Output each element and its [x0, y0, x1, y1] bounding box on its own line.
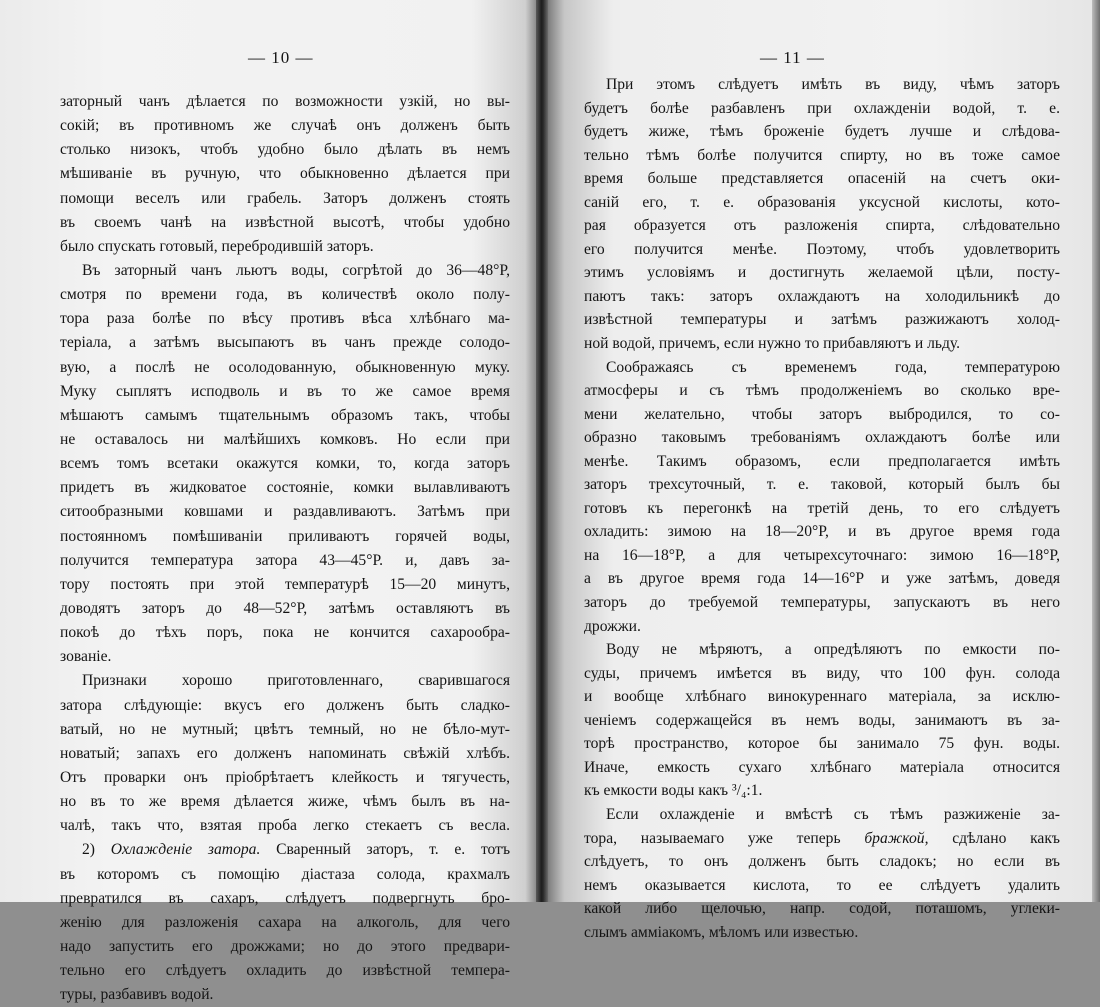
text-run: Воду не мѣряютъ, а опредѣляютъ по емкости по- — [606, 641, 1060, 659]
text-line — [60, 838, 510, 862]
text-run: заторъ трехсуточный, т. е. таковой, который былъ бы — [584, 476, 1060, 494]
text-line — [60, 211, 510, 235]
text-run: готовъ къ перегонкѣ на третій день, то его слѣдуетъ — [584, 499, 1060, 517]
text-line — [584, 756, 1060, 780]
text-line — [584, 426, 1060, 450]
text-run: въ своемъ чанѣ на извѣстной высотѣ, чтобы удобно — [60, 213, 510, 231]
text-line — [584, 473, 1060, 497]
text-line — [60, 259, 510, 283]
text-line — [584, 615, 1060, 639]
text-run: мени желательно, чтобы заторъ выбродился, то со- — [584, 405, 1060, 423]
text-run: Отъ проварки онъ пріобрѣтаетъ клейкость и тягучесть, — [60, 768, 510, 786]
text-run: его получится менѣе. Поэтому, чтобъ удовлетворить — [584, 240, 1060, 258]
text-line — [60, 331, 510, 355]
text-line — [60, 138, 510, 162]
text-line — [584, 356, 1060, 380]
text-run: на 16—18°Р, а для четырехсуточнаго: зимою 16—18°Р, — [584, 546, 1060, 564]
right-page — [548, 0, 1092, 941]
text-line — [584, 850, 1060, 874]
text-run: постоянномъ помѣшиваніи приливаютъ горячей воды, — [60, 527, 510, 545]
text-run: ной водой, причемъ, если нужно то прибавляютъ и льду. — [584, 335, 961, 353]
text-run: Соображаясь съ временемъ года, температурою — [606, 358, 1060, 376]
text-run: смотря по времени года, въ количествѣ около полу- — [60, 286, 510, 304]
text-line — [584, 403, 1060, 427]
text-run: сокій; въ противномъ же случаѣ онъ долженъ быть — [60, 117, 510, 135]
text-run: ватый, но не мутный; цвѣтъ темный, но не бѣло-мут- — [60, 720, 510, 738]
text-run: и вообще хлѣбнаго винокуреннаго матеріала, за исклю- — [584, 688, 1060, 706]
text-line — [60, 380, 510, 404]
text-run: саній его, т. е. образованія уксусной кислоты, кото- — [584, 193, 1060, 211]
page-number: — 10 — — [248, 48, 314, 67]
text-run: менѣе. Такимъ образомъ, если предполагается имѣть — [584, 452, 1060, 470]
text-line — [584, 191, 1060, 215]
text-run: мѣшаютъ самымъ тщательнымъ образомъ такъ, чтобы — [60, 406, 510, 424]
text-line — [584, 685, 1060, 709]
text-line — [60, 404, 510, 428]
page-text — [584, 73, 1060, 944]
text-line — [584, 732, 1060, 756]
text-line — [584, 261, 1060, 285]
italic-term: Охлажденіе затора. — [110, 841, 261, 859]
text-run: ситообразными ковшами и раздавливаютъ. Затѣмъ при — [60, 503, 510, 521]
text-line — [584, 308, 1060, 332]
text-line — [60, 621, 510, 645]
text-line — [60, 307, 510, 331]
text-line — [60, 549, 510, 573]
text-line — [584, 520, 1060, 544]
text-run: заторный чанъ дѣлается по возможности узкій, но вы- — [60, 93, 510, 110]
text-line — [60, 500, 510, 524]
text-line — [584, 379, 1060, 403]
text-run: заторъ до требуемой температуры, запускаютъ въ него — [584, 594, 1060, 612]
text-line — [60, 766, 510, 790]
text-run: тору постоять при этой температурѣ 15—20 минутъ, — [60, 575, 510, 593]
text-line — [60, 597, 510, 621]
text-run: получится температура затора 43—45°Р. и, давъ за- — [60, 551, 510, 569]
text-line — [60, 356, 510, 380]
text-run: доводятъ заторъ до 48—52°Р, затѣмъ оставляютъ въ — [60, 599, 510, 617]
text-line — [60, 694, 510, 718]
text-run: всемъ томъ всетаки окажутся комки, то, когда заторъ — [60, 455, 510, 473]
text-line — [584, 779, 1060, 803]
text-run: Въ заторный чанъ льютъ воды, согрѣтой до 36—48°Р, — [82, 261, 510, 279]
text-run: Сваренный заторъ, т. е. тотъ — [260, 841, 511, 859]
text-run: тора, называемаго уже теперь — [584, 829, 865, 847]
text-line — [584, 874, 1060, 898]
book-gutter — [536, 0, 548, 902]
text-run: новатый; запахъ его долженъ напоминать свѣжій хлѣбъ. — [60, 744, 510, 762]
text-run: къ емкости воды какъ ³/₄:1. — [584, 782, 763, 800]
text-line — [60, 452, 510, 476]
text-run: придетъ въ жидковатое состояніе, комки вылавливаютъ — [60, 479, 510, 497]
page-text — [60, 90, 510, 1007]
italic-term: бражкой, — [864, 829, 929, 847]
text-line — [60, 645, 510, 669]
text-run: туры, разбавивъ водой. — [60, 986, 214, 1004]
text-line — [584, 214, 1060, 238]
text-line — [60, 525, 510, 549]
text-run: немъ оказывается кислота, то ее слѣдуетъ удалить — [584, 876, 1060, 894]
text-run: но въ то же время дѣлается жиже, чѣмъ былъ въ на- — [60, 793, 510, 811]
text-line — [584, 921, 1060, 945]
page-number: — 11 — — [760, 48, 825, 67]
text-line — [60, 863, 510, 887]
text-line — [60, 162, 510, 186]
text-run: будетъ жиже, тѣмъ броженіе будетъ лучше и слѣдова- — [584, 123, 1060, 141]
text-run: тельно его слѣдуетъ охладить до извѣстной темпера- — [60, 962, 510, 980]
text-run: сдѣлано какъ — [928, 829, 1060, 847]
text-run: охладить: зимою на 18—20°Р, и въ другое время года — [584, 523, 1060, 541]
text-line — [60, 114, 510, 138]
text-line — [60, 283, 510, 307]
text-run: надо запустить его дрожжами; но до этого предвари- — [60, 937, 510, 955]
text-run: тельно тѣмъ болѣе получится спирту, но въ тоже самое — [584, 146, 1060, 164]
text-run: слымъ аммiакомъ, мѣломъ или известью. — [584, 923, 859, 941]
text-run: атмосферы и съ тѣмъ продолженіемъ во сколько вре- — [584, 382, 1060, 400]
text-run: рая образуется отъ разложенія спирта, слѣдовательно — [584, 217, 1060, 235]
text-line — [60, 90, 510, 114]
text-run: слѣдуетъ, то онъ долженъ быть сладокъ; но если въ — [584, 853, 1060, 871]
text-run: будетъ болѣе разбавленъ при охлажденіи водой, т. е. — [584, 99, 1060, 117]
text-line — [584, 332, 1060, 356]
text-line — [584, 450, 1060, 474]
page-edge — [1092, 0, 1100, 902]
text-line — [60, 235, 510, 259]
text-run: вую, а послѣ не осолодованную, обыкновенную муку. — [60, 358, 510, 376]
text-run: образно таковымъ требованіямъ охлаждаютъ болѣе или — [584, 429, 1060, 447]
text-run: зованіе. — [60, 648, 112, 666]
text-line — [584, 803, 1060, 827]
text-line — [60, 935, 510, 959]
text-line — [584, 827, 1060, 851]
text-run: извѣстной температуры и затѣмъ разжижаютъ холод- — [584, 311, 1060, 329]
text-run: Признаки хорошо приготовленнаго, сварившагося — [82, 672, 510, 690]
text-run: покоѣ до тѣхъ поръ, пока не кончится сахарообра- — [60, 624, 510, 642]
text-run: дрожжи. — [584, 617, 641, 635]
text-run: а въ другое время года 14—16°Р и уже затѣмъ, доведя — [584, 570, 1060, 588]
text-line — [60, 476, 510, 500]
text-line — [584, 544, 1060, 568]
text-run: ченіемъ содержащейся въ немъ воды, занимаютъ въ за- — [584, 711, 1060, 729]
text-line — [584, 897, 1060, 921]
text-run: При этомъ слѣдуетъ имѣть въ виду, чѣмъ заторъ — [606, 76, 1060, 93]
text-line — [584, 567, 1060, 591]
text-run: время больше представляется опасеній на счетъ оки- — [584, 170, 1060, 188]
text-run: теріала, а затѣмъ высыпаютъ въ чанъ прежде солодо- — [60, 334, 510, 352]
text-run: было спускать готовый, перебродившій заторъ. — [60, 237, 374, 255]
text-run: мѣшиваніе въ ручную, что обыкновенно дѣлается при — [60, 165, 510, 183]
text-run: чалѣ, такъ что, взятая проба легко стекаетъ съ весла. — [60, 817, 510, 835]
text-line — [584, 497, 1060, 521]
text-line — [584, 144, 1060, 168]
text-line — [584, 638, 1060, 662]
text-run: женію для разложенія сахара на алкоголь, для чего — [60, 913, 510, 931]
text-line — [584, 167, 1060, 191]
text-line — [60, 428, 510, 452]
text-run: торѣ пространство, которое бы занимало 75 фун. воды. — [584, 735, 1060, 753]
text-run: 2) — [82, 841, 111, 859]
left-page — [0, 0, 536, 1004]
text-line — [60, 790, 510, 814]
text-line — [584, 285, 1060, 309]
text-run: Муку сыплятъ исподволь и въ то же самое время — [60, 382, 510, 400]
text-line — [584, 120, 1060, 144]
text-line — [60, 742, 510, 766]
text-line — [60, 911, 510, 935]
text-line — [584, 73, 1060, 97]
text-run: Если охлажденіе и вмѣстѣ съ тѣмъ разжиженіе за- — [606, 805, 1060, 823]
text-line — [60, 983, 510, 1007]
text-run: тора раза болѣе по вѣсу противъ вѣса хлѣбнаго ма- — [60, 310, 510, 328]
text-line — [584, 709, 1060, 733]
text-line — [584, 662, 1060, 686]
text-run: Иначе, емкость сухаго хлѣбнаго матеріала относится — [584, 758, 1060, 776]
text-line — [60, 573, 510, 597]
text-line — [60, 887, 510, 911]
text-run: паютъ такъ: заторъ охлаждаютъ на холодильникѣ до — [584, 287, 1060, 305]
text-line — [60, 187, 510, 211]
text-run: какой либо щелочью, напр. содой, поташомъ, углеки- — [584, 900, 1060, 918]
text-line — [584, 97, 1060, 121]
text-line — [584, 238, 1060, 262]
text-run: въ которомъ съ помощію діастаза солода, крахмалъ — [60, 865, 510, 883]
text-line — [584, 591, 1060, 615]
text-run: затора слѣдующіе: вкусъ его долженъ быть сладко- — [60, 696, 510, 714]
text-line — [60, 669, 510, 693]
text-run: столько низокъ, чтобъ удобно было дѣлать въ немъ — [60, 141, 510, 159]
text-run: этимъ условіямъ и достигнуть желаемой цѣли, посту- — [584, 264, 1060, 282]
text-line — [60, 814, 510, 838]
text-run: помощи веселъ или грабель. Заторъ долженъ стоять — [60, 189, 510, 207]
text-line — [60, 959, 510, 983]
text-run: суды, причемъ имѣется въ виду, что 100 фун. солода — [584, 664, 1060, 682]
text-run: не оставалось ни малѣйшихъ комковъ. Но если при — [60, 430, 510, 448]
text-line — [60, 718, 510, 742]
text-run: превратился въ сахаръ, слѣдуетъ подвергнуть бро- — [60, 889, 510, 907]
